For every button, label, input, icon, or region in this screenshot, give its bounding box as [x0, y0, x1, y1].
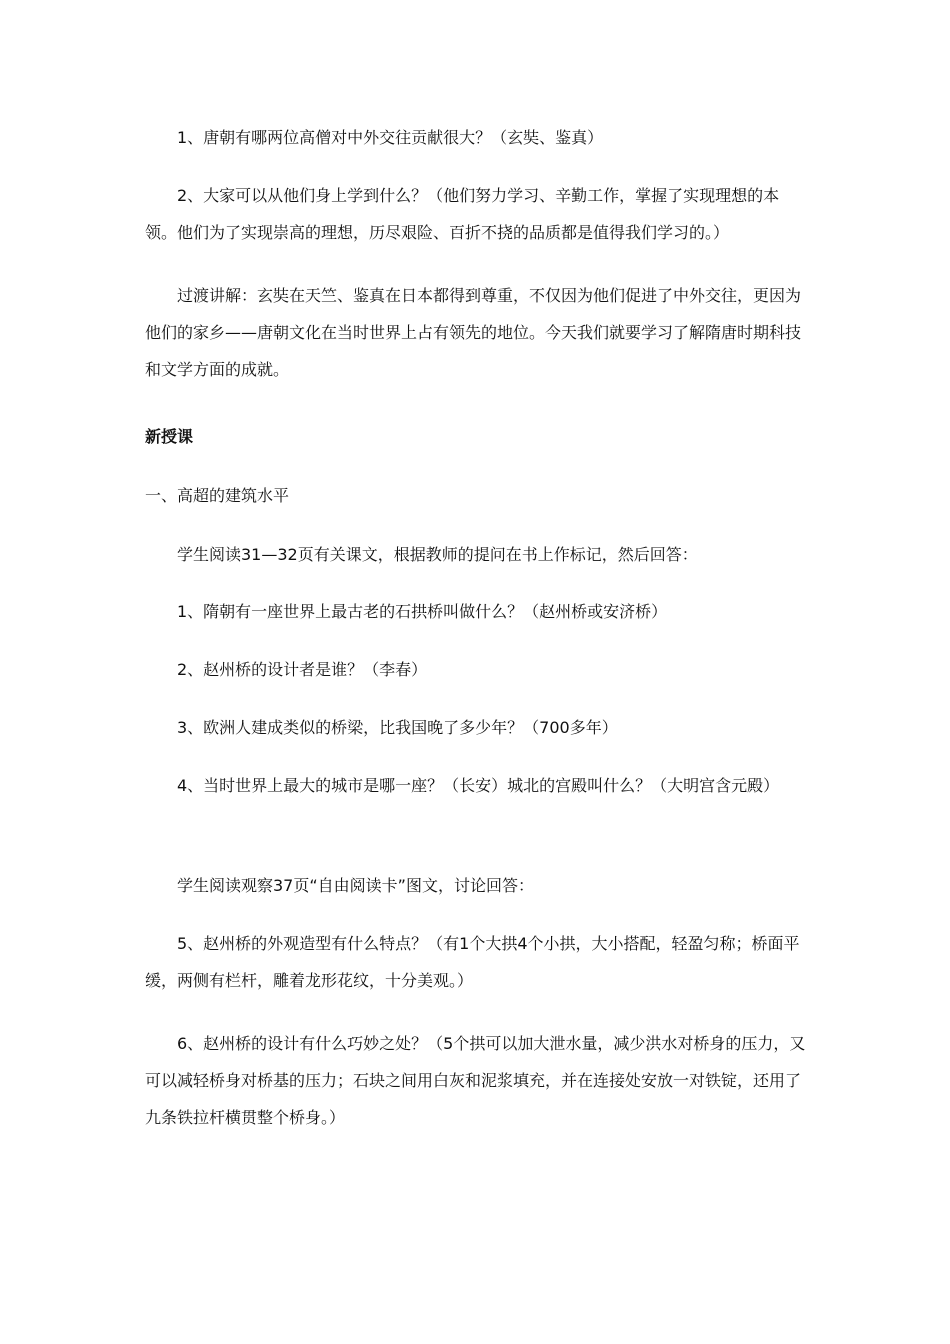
- question-4: 4、当时世界上最大的城市是哪一座？（长安）城北的宫殿叫什么？（大明宫含元殿）: [177, 776, 780, 795]
- observation-instruction: 学生阅读观察37页“自由阅读卡”图文，讨论回答：: [177, 876, 534, 895]
- question-5: 5、赵州桥的外观造型有什么特点？（有1个大拱4个小拱，大小搭配，轻盈匀称；桥面平缓，两侧有栏杆，雕着龙形花纹，十分美观。）: [145, 934, 800, 990]
- intro-question-1: 1、唐朝有哪两位高僧对中外交往贡献很大？（玄奘、鉴真）: [177, 128, 604, 147]
- question-1: 1、隋朝有一座世界上最古老的石拱桥叫做什么？（赵州桥或安济桥）: [177, 602, 668, 621]
- question-3: 3、欧洲人建成类似的桥梁，比我国晚了多少年？（700多年）: [177, 718, 618, 737]
- question-6: 6、赵州桥的设计有什么巧妙之处？（5个拱可以加大泄水量，减少洪水对桥身的压力，又可以减轻桥身对桥基的压力；石块之间用白灰和泥浆填充，并在连接处安放一对铁锭，还用了九条铁拉杆横贯整个桥身。）: [145, 1034, 806, 1127]
- reading-instruction: 学生阅读31—32页有关课文，根据教师的提问在书上作标记，然后回答：: [177, 545, 698, 564]
- intro-question-2: 2、大家可以从他们身上学到什么？（他们努力学习、辛勤工作，掌握了实现理想的本领。他们为了实现崇高的理想，历尽艰险、百折不挠的品质都是值得我们学习的。）: [145, 186, 780, 242]
- section-title-architecture: 一、高超的建筑水平: [145, 486, 290, 505]
- section-heading-new-lesson: 新授课: [145, 427, 194, 446]
- question-2: 2、赵州桥的设计者是谁？（李春）: [177, 660, 428, 679]
- transition-paragraph: 过渡讲解：玄奘在天竺、鉴真在日本都得到尊重，不仅因为他们促进了中外交往，更因为他们的家乡——唐朝文化在当时世界上占有领先的地位。今天我们就要学习了解隋唐时期科技和文学方面的成就。: [145, 286, 802, 379]
